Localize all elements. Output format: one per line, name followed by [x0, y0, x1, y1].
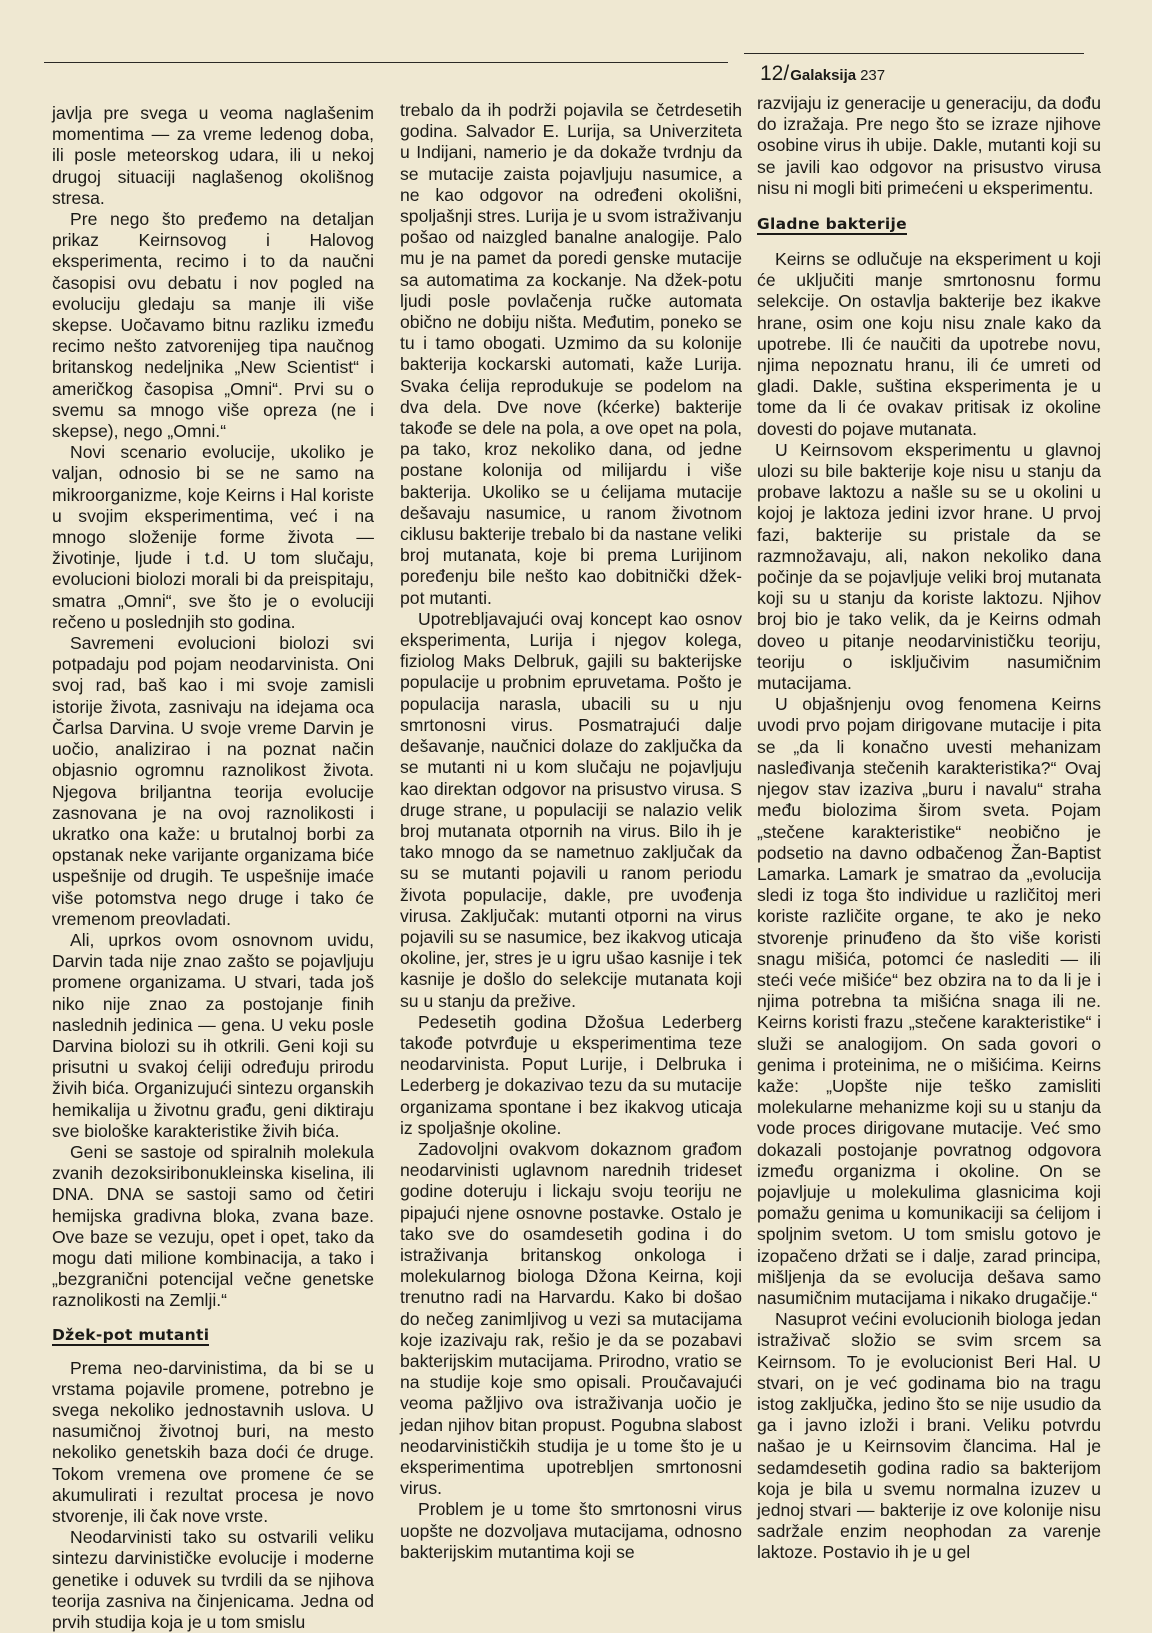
paragraph: Ali, uprkos ovom osnovnom uvidu, Darvin tada nije znao zašto se pojavljuju promene organizama. U stvari, tada još niko nije znao za postojanje finih naslednih jedinica — gena. U veku posle Darvina biolozi su ih otkrili. Geni koji su prisutni u svakoj ćeliji određuju prirodu živih bića. Organizujući sintezu organskih hemikalija u životnu građu, geni diktiraju sve biološke karakteristike živih bića.: [52, 929, 374, 1141]
paragraph: Savremeni evolucioni biolozi svi potpadaju pod pojam neodarvinista. Oni svoj rad, baš kao i mi svoje zamisli istorije života, zasnivaju na idejama oca Čarlsa Darvina. U svoje vreme Darvin je uočio, analizirao i na poznat način objasnio ogromnu raznolikost života. Njegova briljantna teorija evolucije zasnovana je na ovoj raznolikosti i ukratko ona kaže: u brutalnoj borbi za opstanak neke varijante organizama biće uspešnije od drugih. Te uspešnije imaće više potomstva nego druge i tako će vremenom preovladati.: [52, 633, 374, 929]
paragraph: Zadovoljni ovakvom dokaznom građom neodarvinisti uglavnom narednih trideset godine doteruju i lickaju svoju teoriju ne pipajući njene osnovne postavke. Ostalo je tako sve do osamdesetih godina i do istraživanja britanskog onkologa i molekularnog biologa Džona Keirna, koji trenutno radi na Harvardu. Kako bi došao do nečeg zanimljivog u vezi sa mutacijama koje izazivaju rak, rešio je da se pozabavi bakterijskim mutacijama. Prirodno, vratio se na studije koje smo opisali. Proučavajući veoma pažljivo ova istraživanja uočio je jedan njihov bitan propust. Pogubna slabost neodarvinističkih studija je u tome što je u eksperimentima upotrebljen smrtonosni virus.: [400, 1138, 742, 1499]
paragraph: Neodarvinisti tako su ostvarili veliku sintezu darvinističke evolucije i moderne genetike i oduvek su tvrdili da se njihova teorija zasniva na činjenicama. Jedna od prvih studija koja je u tom smislu: [52, 1527, 374, 1633]
header-rule-left: [44, 62, 728, 63]
paragraph: javlja pre svega u veoma naglašenim momentima — za vreme ledenog doba, ili posle meteorskog udara, ili u nekoj drugoj situaciji naglašenog okolišnog stresa.: [52, 103, 374, 208]
section-heading: Džek-pot mutanti: [52, 1325, 210, 1344]
paragraph: Geni se sastoje od spiralnih molekula zvanih dezoksiribonukleinska kiselina, ili DNA. DNA se sastoji samo od četiri hemijska gradivna bloka, zvana baze. Ove baze se vezuju, opet i opet, tako da mogu dati milione kombinacija, a tako i „bezgranični potencijal večne genetske raznolikosti na Zemlji.“: [52, 1141, 374, 1311]
paragraph: Upotrebljavajući ovaj koncept kao osnov eksperimenta, Lurija i njegov kolega, fiziolog Maks Delbruk, gajili su bakterijske populacije u probnim epruvetama. Pošto je populacija narasla, ubacili su u nju smrtonosni virus. Posmatrajući dalje dešavanje, naučnici dolaze do zaključka da se mutanti ni u kom slučaju ne pojavljuju kao direktan odgovor na prisustvo virusa. S druge strane, u populaciji se nalazio velik broj mutanata otpornih na virus. Bilo ih je tako mnogo da se nametnuo zaključak da su se mutanti pojavili u ranom periodu života populacije, dakle, pre uvođenja virusa. Zaključak: mutanti otporni na virus pojavili su se nasumice, bez ikakvog uticaja okoline, jer, stres je u igru ušao kasnije i tek kasnije je došlo do selekcije mutanata koji su u stanju da prežive.: [400, 608, 742, 1011]
paragraph: U Keirnsovom eksperimentu u glavnoj ulozi su bile bakterije koje nisu u stanju da probave laktozu a našle su se u okolini u kojoj je laktoza jedini izvor hrane. U prvoj fazi, bakterije su pristale da se razmnožavaju, ali, nakon nekoliko dana počinje da se pojavljuje veliki broj mutanata koji su u stanju da koriste laktozu. Njihov broj bio je tako velik, da je Keirns odmah doveo u pitanje neodarvinističku teoriju, teoriju o isključivim nasumičnim mutacijama.: [757, 439, 1101, 694]
text-column-3: [757, 93, 1101, 1563]
section-heading: Gladne bakterije: [757, 215, 907, 234]
paragraph: Prema neo-darvinistima, da bi se u vrstama pojavile promene, potrebno je svega nekoliko jednostavnih uslova. U nasumičnoj životnoj buri, na mesto nekoliko genetskih baza doći će druge. Tokom vremena ove promene će se akumulirati i rezultat procesa je novo stvorenje, ili čak nove vrste.: [52, 1357, 374, 1526]
text-column-1: [52, 103, 374, 1633]
paragraph: Keirns se odlučuje na eksperiment u koji će uključiti manje smrtonosnu formu selekcije. On ostavlja bakterije bez ikakve hrane, osim one koju nisu znale kako da upotrebe. Ili će naučiti da upotrebe novu, njima nepoznatu hranu, ili će umreti od gladi. Dakle, suština eksperimenta je u tome da li će ovakav pritisak iz okoline dovesti do pojave mutanata.: [757, 249, 1101, 439]
section-heading-wrap: [52, 1312, 374, 1358]
paragraph: Pedesetih godina Džošua Lederberg takođe potvrđuje u eksperimentima teze neodarvinista. Poput Lurije, i Delbruka i Lederberg je dokazivao tezu da su mutacije organizama spontane i bez ikakvog uticaja iz spoljašnje okoline.: [400, 1011, 742, 1138]
page-folio: [760, 63, 885, 87]
section-heading-wrap: [757, 199, 1101, 249]
page-number: 237: [860, 67, 886, 84]
text-column-2: [400, 100, 742, 1562]
paragraph: Novi scenario evolucije, ukoliko je valjan, odnosio bi se ne samo na mikroorganizme, koje Keirns i Hal koriste u svojim eksperimentima, već i na mnogo složenije forme života — životinje, ljude i t.d. U tom slučaju, evolucioni biolozi morali bi da preispitaju, smatra „Omni“, sve što je o evoluciji rečeno u poslednjih sto godina.: [52, 442, 374, 632]
header-rule-right: [744, 53, 1084, 54]
paragraph: razvijaju iz generacije u generaciju, da dođu do izražaja. Pre nego što se izraze njihove osobine virus ih ubije. Dakle, mutanti koji su se javili kao odgovor na prisustvo virusa nisu ni mogli biti primećeni u eksperimentu.: [757, 93, 1101, 198]
paragraph: Problem je u tome što smrtonosni virus uopšte ne dozvoljava mutacijama, odnosno bakterijskim mutantima koji se: [400, 1499, 742, 1562]
magazine-name: Galaksija: [790, 67, 857, 84]
paragraph: Nasuprot većini evolucionih biologa jedan istraživač složio se svim srcem sa Keirnsom. To je evolucionist Beri Hal. U stvari, on je već godinama bio na tragu istog zaključka, jedino što se nije usudio da ga i javno izloži i brani. Veliku potvrdu našao je u Keirnsovim člancima. Hal je sedamdesetih godina radio sa bakterijom koja je bila u svemu normalna izuzev u jednoj stvari — bakterije iz ove kolonije nisu sadržale enzim neophodan za varenje laktoze. Postavio ih je u gel: [757, 1309, 1101, 1563]
paragraph: trebalo da ih podrži pojavila se četrdesetih godina. Salvador E. Lurija, sa Univerziteta u Indijani, namerio je da dokaže tvrdnju da se mutacije zaista pojavljuju nasumice, a ne kao odgovor na određeni okolišni, spoljašnji stres. Lurija je u svom istraživanju pošao od naizgled banalne analogije. Palo mu je na pamet da poredi genske mutacije sa automatima za kockanje. Na džek-potu ljudi posle povlačenja ručke automata obično ne dobiju ništa. Međutim, poneko se tu i tamo obogati. Uzmimo da su kolonije bakterija kockarski automati, kaže Lurija. Svaka ćelija reprodukuje se podelom na dva dela. Dve nove (kćerke) bakterije takođe se dele na pola, a ove opet na pola, pa tako, kroz nekoliko dana, od jedne postane kolonija od milijardu i više bakterija. Ukoliko se u ćelijama mutacije dešavaju nasumice, u ranom životnom ciklusu bakterije trebalo bi da nastane veliki broj mutanata, koje bi prema Lurijinom poređenju bile nešto kao dobitnički džek-pot mutanti.: [400, 100, 742, 608]
paragraph: Pre nego što pređemo na detaljan prikaz Keirnsovog i Halovog eksperimenta, recimo i to da naučni časopisi ovu debatu i nov pogled na evoluciju gledaju sa manje ili više skepse. Uočavamo bitnu razliku između recimo nešto zatvorenijeg tipa naučnog britanskog nedeljnika „New Scientist“ i američkog časopisa „Omni“. Prvi su o svemu sa mnogo više opreza (ne i skepse), nego „Omni.“: [52, 209, 374, 442]
paragraph: U objašnjenju ovog fenomena Keirns uvodi prvo pojam dirigovane mutacije i pita se „da li konačno uvesti mehanizam nasleđivanja stečenih karakteristika?“ Ovaj njegov stav izaziva „buru i navalu“ straha među biolozima širom sveta. Pojam „stečene karakteristike“ neobično je podsetio na davno odbačenog Žan-Baptist Lamarka. Lamark je smatrao da „evolucija sledi iz toga što individue u različitoj meri koriste različite organe, te ako je neko stvorenje prinuđeno da što više koristi snagu mišića, potomci će naslediti — ili steći veće mišiće“ bez obzira na to da li je i njima potrebna ta mišićna snaga ili ne. Keirns koristi frazu „stečene karakteristike“ i služi se analogijom. On sada govori o genima i proteinima, ne o mišićima. Keirns kaže: „Uopšte nije teško zamisliti molekularne mehanizme koji su u stanju da vode proces dirigovane mutacije. Već smo dokazali postojanje povratnog odgovora između organizma i okoline. On se pojavljuje u molekulima glasnicima koji pomažu genima u komunikaciji sa ćelijom i spoljnim svetom. U tom smislu gotovo je izopačeno držati se i dalje, zarad principa, mišljenja da se evolucija dešava samo nasumičnim mutacijama i nikako drugačije.“: [757, 694, 1101, 1308]
issue-number: 12/: [760, 62, 790, 85]
